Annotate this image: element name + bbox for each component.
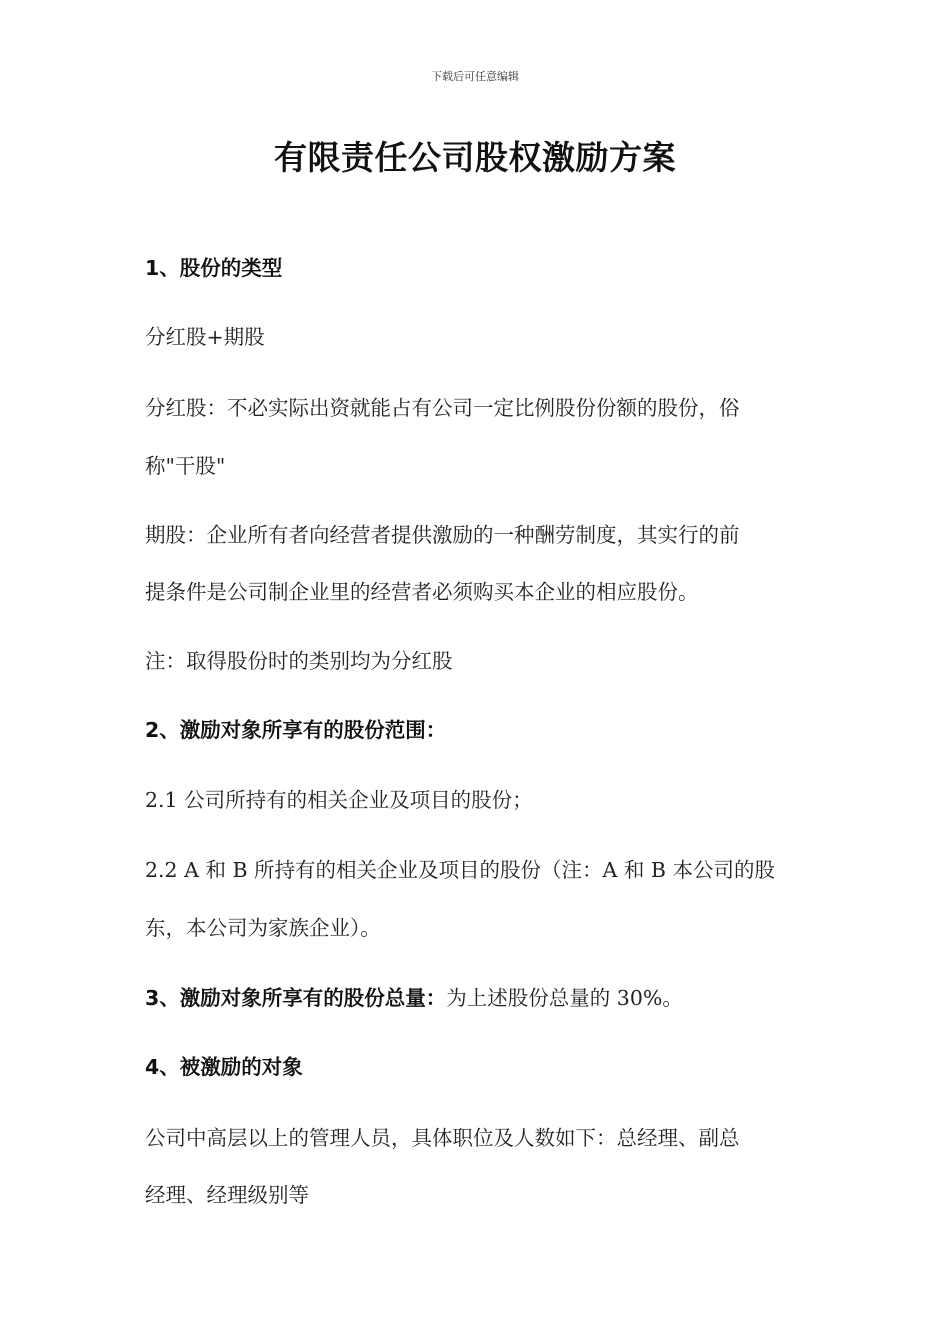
paragraph: 提条件是公司制企业里的经营者必须购买本企业的相应股份。 <box>145 580 699 604</box>
list-item: 2.1 公司所持有的相关企业及项目的股份； <box>145 788 533 812</box>
paragraph: 期股：企业所有者向经营者提供激励的一种酬劳制度，其实行的前 <box>145 523 740 547</box>
paragraph: 分红股：不必实际出资就能占有公司一定比例股份份额的股份，俗 <box>145 396 740 420</box>
section-2-heading: 2、激励对象所享有的股份范围： <box>145 718 447 742</box>
section-3-line <box>145 984 805 1012</box>
list-item: 东，本公司为家族企业）。 <box>145 916 381 940</box>
list-item: 2.2 A 和 B 所持有的相关企业及项目的股份（注：A 和 B 本公司的股 <box>145 858 775 882</box>
paragraph: 分红股+期股 <box>145 325 265 349</box>
section-4-heading: 4、被激励的对象 <box>145 1055 303 1079</box>
section-3-text: 为上述股份总量的 30%。 <box>446 986 683 1010</box>
paragraph: 公司中高层以上的管理人员，具体职位及人数如下：总经理、副总 <box>145 1126 740 1150</box>
note: 注：取得股份时的类别均为分红股 <box>145 649 453 673</box>
paragraph: 经理、经理级别等 <box>145 1183 309 1207</box>
paragraph: 称"干股" <box>145 454 226 478</box>
section-3-heading: 3、激励对象所享有的股份总量： <box>145 986 447 1010</box>
document-title: 有限责任公司股权激励方案 <box>274 138 676 177</box>
section-1-heading: 1、股份的类型 <box>145 256 283 280</box>
header-note: 下载后可任意编辑 <box>431 70 519 83</box>
